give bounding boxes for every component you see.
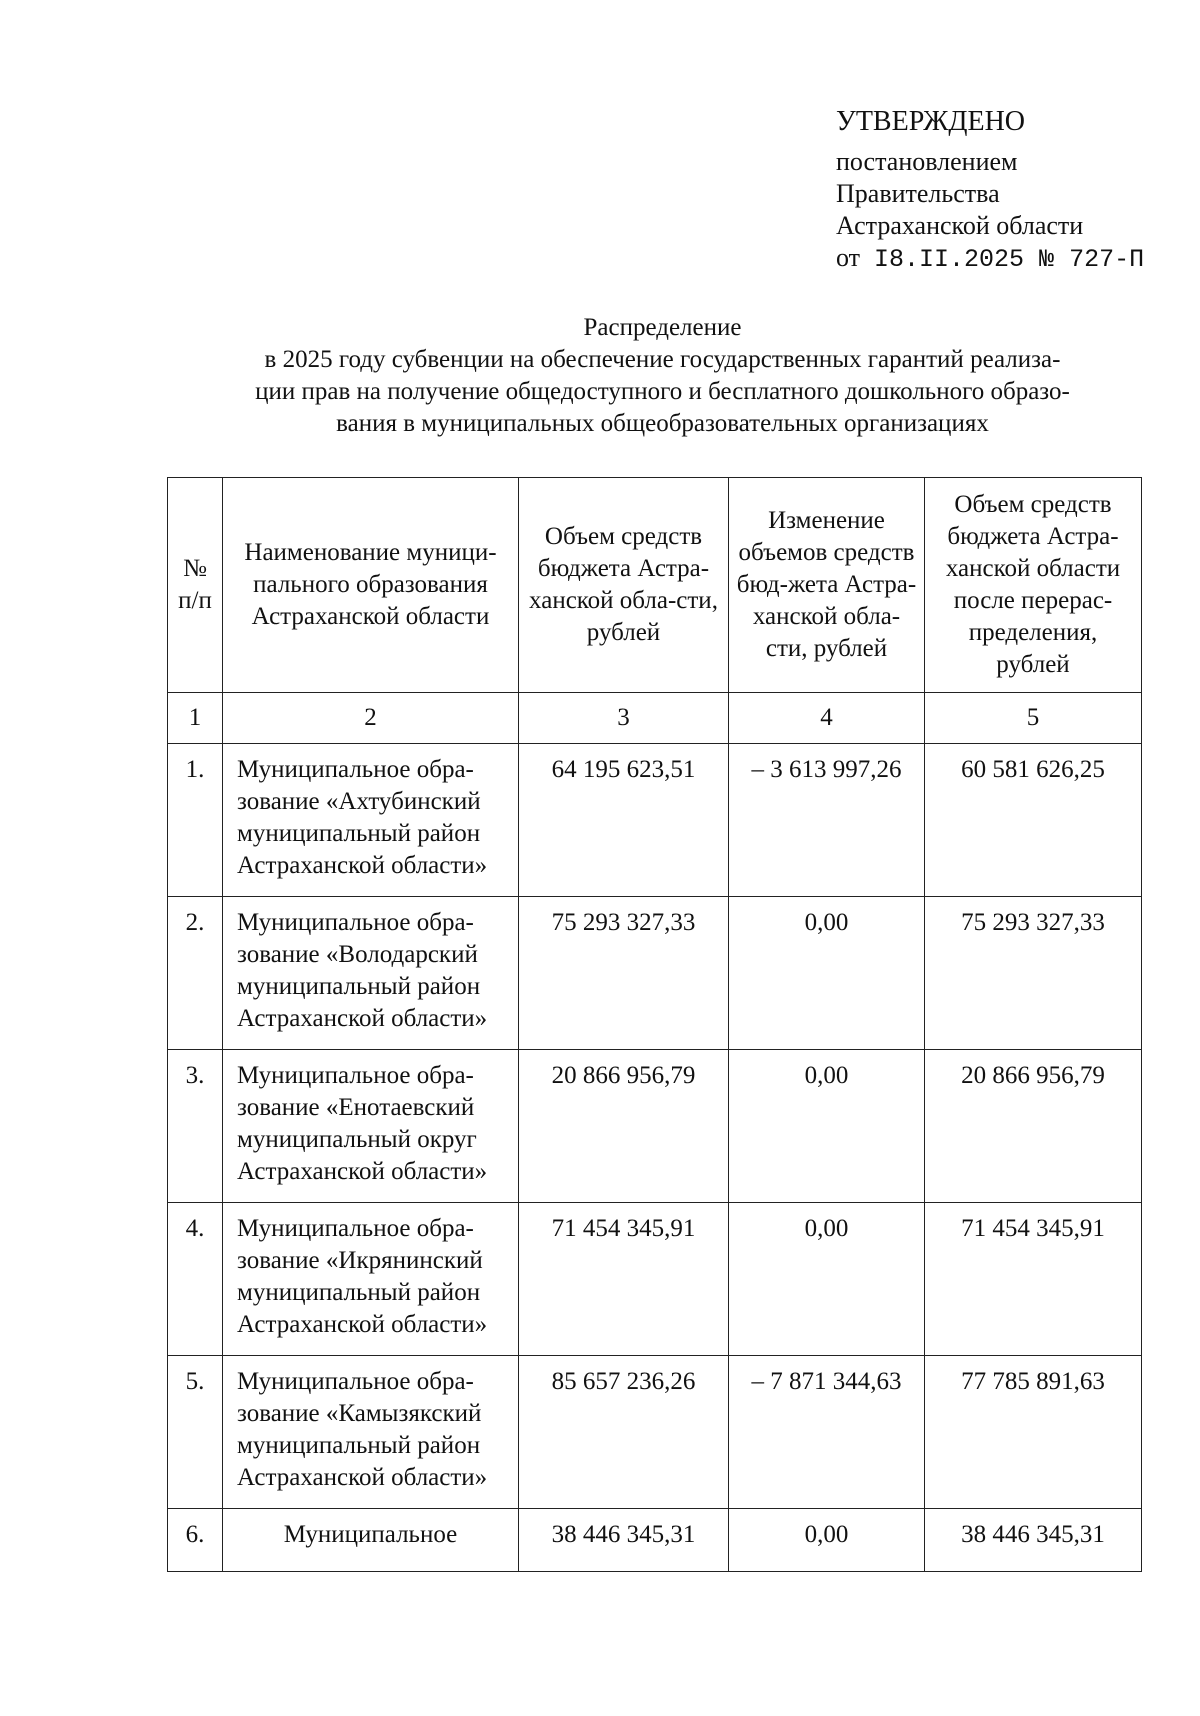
approval-date-line bbox=[836, 242, 1144, 276]
table-row bbox=[168, 1203, 1142, 1356]
title-line-3: ции прав на получение общедоступного и бесплатного дошкольного образо- bbox=[255, 378, 1070, 405]
change-amount: 0,00 bbox=[729, 1050, 925, 1203]
distribution-table bbox=[167, 477, 1142, 1572]
row-number: 4. bbox=[168, 1203, 223, 1356]
final-amount: 75 293 327,33 bbox=[925, 897, 1142, 1050]
table-header-row bbox=[168, 478, 1142, 693]
document-title bbox=[170, 312, 1155, 440]
final-amount: 71 454 345,91 bbox=[925, 1203, 1142, 1356]
approval-block bbox=[836, 106, 1144, 276]
budget-amount: 75 293 327,33 bbox=[519, 897, 729, 1050]
budget-amount: 71 454 345,91 bbox=[519, 1203, 729, 1356]
final-amount: 77 785 891,63 bbox=[925, 1356, 1142, 1509]
table-row bbox=[168, 1050, 1142, 1203]
municipality-name: Муниципальное обра-зование «Камызякский муниципальный район Астраханской области» bbox=[223, 1356, 519, 1509]
final-amount: 38 446 345,31 bbox=[925, 1509, 1142, 1572]
change-amount: – 7 871 344,63 bbox=[729, 1356, 925, 1509]
approval-line-1: постановлением bbox=[836, 147, 1018, 176]
budget-amount: 64 195 623,51 bbox=[519, 744, 729, 897]
row-number: 5. bbox=[168, 1356, 223, 1509]
row-number: 3. bbox=[168, 1050, 223, 1203]
budget-amount: 85 657 236,26 bbox=[519, 1356, 729, 1509]
municipality-name: Муниципальное обра-зование «Икрянинский муниципальный район Астраханской области» bbox=[223, 1203, 519, 1356]
column-number: 4 bbox=[729, 693, 925, 744]
table-row bbox=[168, 897, 1142, 1050]
change-amount: – 3 613 997,26 bbox=[729, 744, 925, 897]
column-number: 1 bbox=[168, 693, 223, 744]
column-number: 5 bbox=[925, 693, 1142, 744]
table-row bbox=[168, 1356, 1142, 1509]
budget-amount: 38 446 345,31 bbox=[519, 1509, 729, 1572]
municipality-name: Муниципальное обра-зование «Володарский муниципальный район Астраханской области» bbox=[223, 897, 519, 1050]
budget-amount: 20 866 956,79 bbox=[519, 1050, 729, 1203]
table-row bbox=[168, 744, 1142, 897]
header-after-redistribution: Объем средств бюджета Астра-ханской области после перерас-пределения, рублей bbox=[925, 478, 1142, 693]
final-amount: 20 866 956,79 bbox=[925, 1050, 1142, 1203]
table-row bbox=[168, 1509, 1142, 1572]
title-line-1: Распределение bbox=[583, 314, 742, 341]
title-line-4: вания в муниципальных общеобразовательных организациях bbox=[336, 410, 989, 437]
column-number: 2 bbox=[223, 693, 519, 744]
approval-line-3: Астраханской области bbox=[836, 211, 1084, 240]
row-number: 1. bbox=[168, 744, 223, 897]
row-number: 2. bbox=[168, 897, 223, 1050]
approval-stamp: УТВЕРЖДЕНО bbox=[836, 106, 1026, 137]
column-numbers-row bbox=[168, 693, 1142, 744]
approval-date-prefix: от bbox=[836, 243, 861, 272]
header-budget: Объем средств бюджета Астра-ханской обла-сти, рублей bbox=[519, 478, 729, 693]
row-number: 6. bbox=[168, 1509, 223, 1572]
municipality-name: Муниципальное обра-зование «Енотаевский муниципальный округ Астраханской области» bbox=[223, 1050, 519, 1203]
municipality-name: Муниципальное обра-зование «Ахтубинский муниципальный район Астраханской области» bbox=[223, 744, 519, 897]
change-amount: 0,00 bbox=[729, 1203, 925, 1356]
final-amount: 60 581 626,25 bbox=[925, 744, 1142, 897]
column-number: 3 bbox=[519, 693, 729, 744]
header-number: № п/п bbox=[168, 478, 223, 693]
title-line-2: в 2025 году субвенции на обеспечение государственных гарантий реализа- bbox=[264, 346, 1061, 373]
approval-line-2: Правительства bbox=[836, 179, 1000, 208]
change-amount: 0,00 bbox=[729, 1509, 925, 1572]
change-amount: 0,00 bbox=[729, 897, 925, 1050]
header-change: Изменение объемов средств бюд-жета Астра-ханской обла-сти, рублей bbox=[729, 478, 925, 693]
approval-date-value: I8.II.2025 № 727-П bbox=[874, 245, 1145, 274]
municipality-name: Муниципальное bbox=[223, 1509, 519, 1572]
header-name: Наименование муници-пального образования Астраханской области bbox=[223, 478, 519, 693]
